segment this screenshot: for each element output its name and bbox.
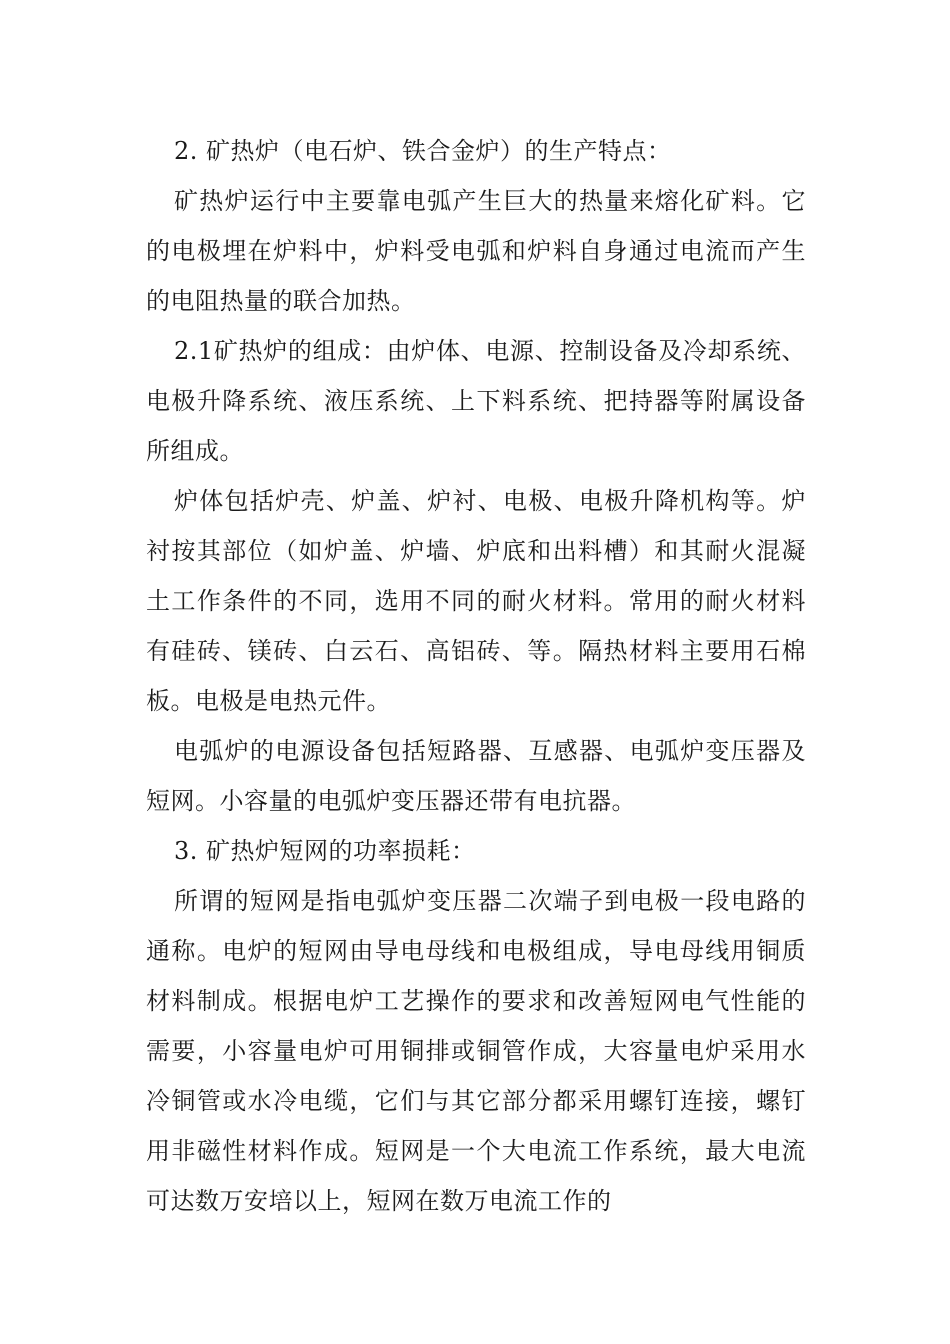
- paragraph-production-features: 矿热炉运行中主要靠电弧产生巨大的热量来熔化矿料。它的电极埋在炉料中，炉料受电弧和炉料自身通过电流而产生的电阻热量的联合加热。: [146, 187, 806, 315]
- paragraph-power-equipment: 电弧炉的电源设备包括短路器、互感器、电弧炉变压器及短网。小容量的电弧炉变压器还带有电抗器。: [146, 737, 806, 815]
- document-body: [146, 126, 806, 1226]
- paragraph-composition: 2.1矿热炉的组成：由炉体、电源、控制设备及冷却系统、电极升降系统、液压系统、上下料系统、把持器等附属设备所组成。: [146, 337, 806, 465]
- section-heading-3: 3. 矿热炉短网的功率损耗：: [174, 837, 476, 865]
- section-heading-2: 2. 矿热炉（电石炉、铁合金炉）的生产特点：: [174, 137, 672, 165]
- paragraph-short-network: 所谓的短网是指电弧炉变压器二次端子到电极一段电路的通称。电炉的短网由导电母线和电极组成，导电母线用铜质材料制成。根据电炉工艺操作的要求和改善短网电气性能的需要，小容量电炉可用铜排或铜管作成，大容量电炉采用水冷铜管或水冷电缆，它们与其它部分都采用螺钉连接，螺钉用非磁性材料作成。短网是一个大电流工作系统，最大电流可达数万安培以上，短网在数万电流工作的: [146, 887, 806, 1215]
- paragraph-furnace-body: 炉体包括炉壳、炉盖、炉衬、电极、电极升降机构等。炉衬按其部位（如炉盖、炉墙、炉底和出料槽）和其耐火混凝土工作条件的不同，选用不同的耐火材料。常用的耐火材料有硅砖、镁砖、白云石、高铝砖、等。隔热材料主要用石棉板。电极是电热元件。: [146, 487, 806, 715]
